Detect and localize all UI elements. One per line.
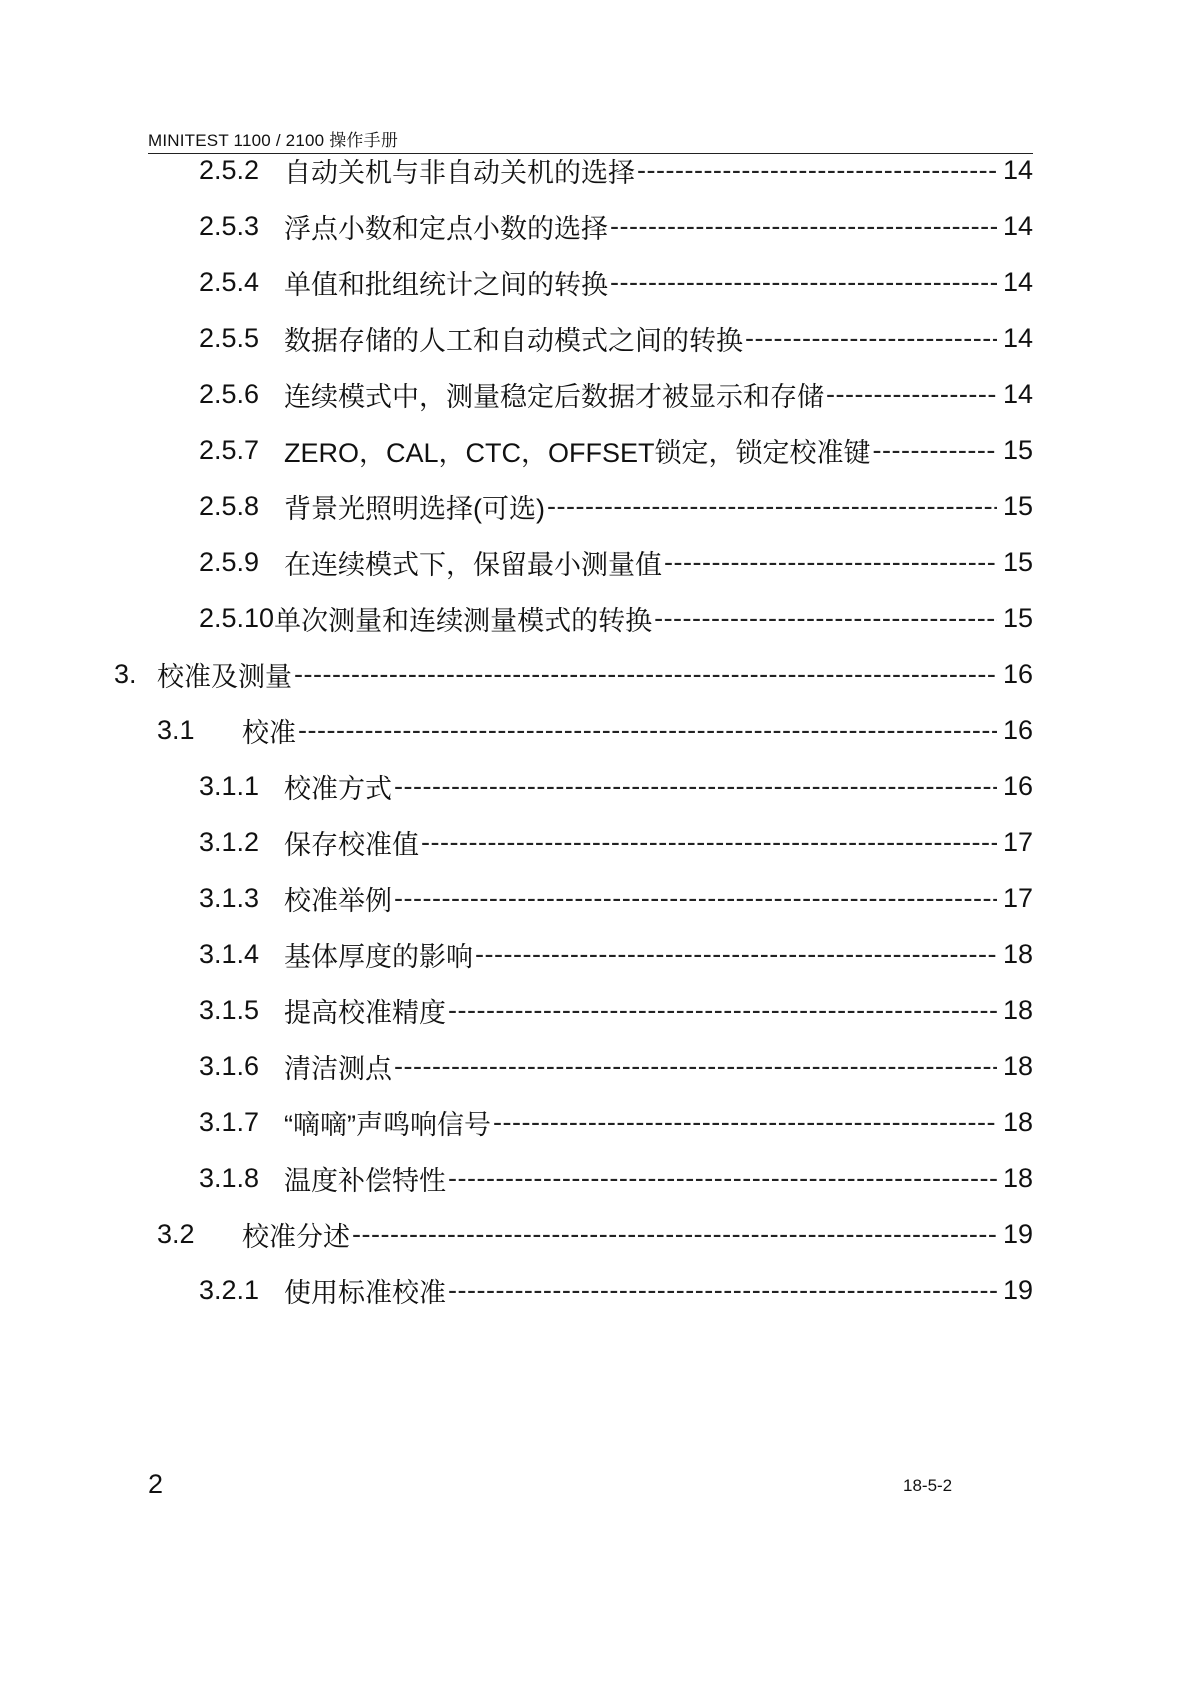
toc-entry-title: 使用标准校准 [284, 1277, 446, 1308]
dot-leader [547, 491, 997, 522]
toc-entry-number: 3.1 [157, 714, 195, 745]
toc-entry-number: 2.5.2 [199, 154, 260, 185]
toc-entry-page: 16 [1002, 714, 1033, 745]
toc-entry-number: 3.1.8 [199, 1162, 260, 1193]
toc-entry[interactable] [199, 206, 1033, 246]
toc-entry-page: 18 [1002, 1106, 1033, 1137]
toc-entry-number: 2.5.4 [199, 266, 260, 297]
toc-entry[interactable] [199, 598, 1033, 638]
toc-entry-number: 2.5.7 [199, 434, 260, 465]
toc-entry-number: 3. [114, 658, 137, 689]
dot-leader [745, 323, 997, 354]
dot-leader [394, 883, 997, 914]
toc-entry-number: 3.1.4 [199, 938, 260, 969]
toc-entry-title: 数据存储的人工和自动模式之间的转换 [284, 325, 743, 356]
toc-entry-title: 在连续模式下，保留最小测量值 [284, 549, 662, 580]
toc-entry-page: 15 [1002, 490, 1033, 521]
dot-leader [448, 1275, 997, 1306]
toc-entry-page: 17 [1002, 882, 1033, 913]
toc-entry[interactable] [199, 1158, 1033, 1198]
toc-entry-number: 3.1.1 [199, 770, 260, 801]
toc-entry-number: 3.1.3 [199, 882, 260, 913]
dot-leader [394, 771, 997, 802]
toc-entry[interactable] [199, 262, 1033, 302]
toc-entry[interactable] [199, 1270, 1033, 1310]
toc-entry-page: 14 [1002, 322, 1033, 353]
toc-entry[interactable] [199, 990, 1033, 1030]
dot-leader [421, 827, 997, 858]
toc-entry-title: 背景光照明选择(可选) [284, 493, 545, 524]
toc-entry-title: 校准 [242, 717, 296, 748]
dot-leader [873, 435, 997, 466]
toc-entry[interactable] [199, 934, 1033, 974]
toc-entry-title: “嘀嘀”声鸣响信号 [284, 1109, 491, 1140]
toc-entry-page: 14 [1002, 210, 1033, 241]
dot-leader [826, 379, 997, 410]
toc-entry-page: 15 [1002, 602, 1033, 633]
toc-entry-number: 3.2 [157, 1218, 195, 1249]
toc-entry[interactable] [199, 374, 1033, 414]
toc-entry-page: 17 [1002, 826, 1033, 857]
toc-entry-number: 3.1.6 [199, 1050, 260, 1081]
toc-entry[interactable] [199, 318, 1033, 358]
toc-entry-title: 基体厚度的影响 [284, 941, 473, 972]
toc-entry-page: 14 [1002, 378, 1033, 409]
toc-entry-page: 19 [1002, 1218, 1033, 1249]
toc-entry[interactable] [199, 1046, 1033, 1086]
toc-entry-title: 单次测量和连续测量模式的转换 [274, 605, 653, 636]
dot-leader [610, 211, 997, 242]
dot-leader [493, 1107, 997, 1138]
dot-leader [448, 995, 997, 1026]
toc-entry-title: 校准举例 [284, 885, 392, 916]
toc-entry[interactable] [199, 1102, 1033, 1142]
toc-entry[interactable] [157, 1214, 1033, 1254]
toc-entry[interactable] [199, 430, 1033, 470]
toc-entry-title: ZERO，CAL，CTC，OFFSET锁定，锁定校准键 [284, 437, 871, 468]
footer-date: 18-5-2 [903, 1476, 953, 1495]
toc-entry[interactable] [199, 542, 1033, 582]
toc-entry-number: 3.1.5 [199, 994, 260, 1025]
toc-entry-page: 15 [1002, 434, 1033, 465]
toc-entry-title: 单值和批组统计之间的转换 [284, 269, 608, 300]
toc-entry-page: 18 [1002, 1050, 1033, 1081]
toc-entry[interactable] [199, 822, 1033, 862]
toc-entry-number: 2.5.9 [199, 546, 260, 577]
footer-page-number: 2 [148, 1469, 164, 1499]
toc-entry-title: 自动关机与非自动关机的选择 [284, 157, 635, 188]
toc-entry-number: 3.2.1 [199, 1274, 260, 1305]
toc-entry-title: 校准分述 [242, 1221, 350, 1252]
toc-entry-title: 连续模式中，测量稳定后数据才被显示和存储 [284, 381, 824, 412]
toc-entry-title: 温度补偿特性 [284, 1165, 446, 1196]
toc-entry-page: 19 [1002, 1274, 1033, 1305]
toc-entry-title: 清洁测点 [284, 1053, 392, 1084]
toc-entry-number: 2.5.10 [199, 602, 275, 633]
dot-leader [610, 267, 997, 298]
dot-leader [298, 715, 997, 746]
toc-entry-title: 保存校准值 [284, 829, 419, 860]
toc-entry-title: 浮点小数和定点小数的选择 [284, 213, 608, 244]
toc-entry-number: 2.5.8 [199, 490, 260, 521]
toc-entry-title: 提高校准精度 [284, 997, 446, 1028]
toc-entry-number: 3.1.7 [199, 1106, 260, 1137]
dot-leader [654, 603, 997, 634]
toc-entry-page: 18 [1002, 1162, 1033, 1193]
dot-leader [475, 939, 997, 970]
toc-entry-page: 14 [1002, 266, 1033, 297]
toc-entry-page: 18 [1002, 938, 1033, 969]
toc-entry[interactable] [199, 150, 1033, 190]
toc-entry[interactable] [157, 710, 1033, 750]
toc-entry-page: 16 [1002, 770, 1033, 801]
toc-entry[interactable] [199, 766, 1033, 806]
dot-leader [352, 1219, 997, 1250]
header-title: MINITEST 1100 / 2100 操作手册 [148, 131, 399, 150]
toc-entry-title: 校准及测量 [157, 661, 292, 692]
toc-entry-page: 16 [1002, 658, 1033, 689]
toc-entry-page: 14 [1002, 154, 1033, 185]
toc-entry-page: 18 [1002, 994, 1033, 1025]
dot-leader [664, 547, 997, 578]
dot-leader [294, 659, 997, 690]
toc-entry-number: 2.5.5 [199, 322, 260, 353]
toc-entry[interactable] [199, 878, 1033, 918]
toc-entry[interactable] [114, 654, 1033, 694]
toc-entry-title: 校准方式 [284, 773, 392, 804]
toc-entry-page: 15 [1002, 546, 1033, 577]
dot-leader [394, 1051, 997, 1082]
toc-entry[interactable] [199, 486, 1033, 526]
dot-leader [637, 155, 997, 186]
toc-entry-number: 2.5.3 [199, 210, 260, 241]
toc-entry-number: 2.5.6 [199, 378, 260, 409]
dot-leader [448, 1163, 997, 1194]
toc-entry-number: 3.1.2 [199, 826, 260, 857]
